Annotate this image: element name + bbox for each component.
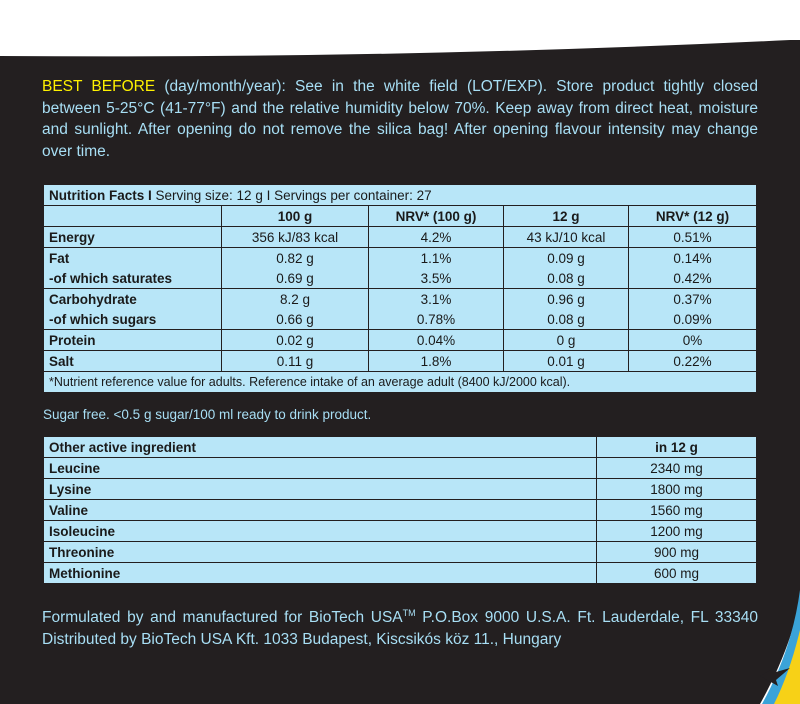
cell-value: 0 g: [504, 330, 629, 351]
active-header-label: Other active ingredient: [44, 437, 597, 458]
ingredient-name: Leucine: [44, 458, 597, 479]
cell-value: 0.66 g: [222, 309, 369, 330]
active-ingredients-table: [43, 436, 757, 584]
cell-value: 43 kJ/10 kcal: [504, 227, 629, 248]
cell-value: 356 kJ/83 kcal: [222, 227, 369, 248]
ingredient-amount: 1560 mg: [597, 500, 757, 521]
ingredient-name: Threonine: [44, 542, 597, 563]
nutrition-caption-row: [44, 185, 757, 206]
table-row: [44, 268, 757, 289]
nutrition-header-row: [44, 206, 757, 227]
ingredient-amount: 600 mg: [597, 563, 757, 584]
cell-value: 0.08 g: [504, 268, 629, 289]
cell-value: 0.96 g: [504, 289, 629, 310]
table-row: [44, 563, 757, 584]
row-label: Salt: [44, 351, 222, 372]
row-label: Energy: [44, 227, 222, 248]
footnote-row: [44, 372, 757, 393]
cell-value: 0%: [629, 330, 757, 351]
sugar-free-note: Sugar free. <0.5 g sugar/100 ml ready to drink product.: [43, 407, 372, 422]
ingredient-name: Methionine: [44, 563, 597, 584]
table-row: [44, 227, 757, 248]
row-label: Protein: [44, 330, 222, 351]
table-row: [44, 479, 757, 500]
cell-value: 0.01 g: [504, 351, 629, 372]
ingredient-amount: 1200 mg: [597, 521, 757, 542]
active-header-value: in 12 g: [597, 437, 757, 458]
cell-value: 3.1%: [369, 289, 504, 310]
cell-value: 1.1%: [369, 248, 504, 269]
cell-value: 0.11 g: [222, 351, 369, 372]
ingredient-amount: 2340 mg: [597, 458, 757, 479]
manufacturer-text: Formulated by and manufactured for BioTech USA: [42, 609, 403, 627]
table-row: [44, 248, 757, 269]
serving-info: Serving size: 12 g I Servings per container: 27: [151, 187, 432, 203]
header-blank: [44, 206, 222, 227]
nutrition-facts-table: [43, 184, 757, 393]
manufacturer-info: [42, 603, 758, 650]
header-nrv-12g: NRV* (12 g): [629, 206, 757, 227]
header-100g: 100 g: [222, 206, 369, 227]
table-row: [44, 521, 757, 542]
cell-value: 0.22%: [629, 351, 757, 372]
table-row: [44, 289, 757, 310]
cell-value: 0.51%: [629, 227, 757, 248]
storage-text: (day/month/year): See in the white field (LOT/EXP). Store product tightly closed between 5-25°C (41-77°F) and the relative humidity below 70%. Keep away from direct heat, moisture and sunlight. After opening do not remove the silica bag! After opening flavour intensity may change over time.: [42, 78, 758, 160]
ingredient-amount: 900 mg: [597, 542, 757, 563]
trademark-symbol: TM: [402, 608, 416, 618]
cell-value: 0.78%: [369, 309, 504, 330]
ingredient-name: Isoleucine: [44, 521, 597, 542]
best-before-label: BEST BEFORE: [42, 78, 156, 95]
row-label: Fat: [44, 248, 222, 269]
active-header-row: [44, 437, 757, 458]
row-label: -of which saturates: [44, 268, 222, 289]
cell-value: 0.14%: [629, 248, 757, 269]
table-row: [44, 458, 757, 479]
cell-value: 0.09 g: [504, 248, 629, 269]
distributor-text: P.O.Box 9000 U.S.A. Ft. Lauderdale, FL 33340 Distributed by BioTech USA Kft. 1033 Budapest, Kiscsikós köz 11., Hungary: [42, 609, 758, 648]
cell-value: 0.08 g: [504, 309, 629, 330]
cell-value: 8.2 g: [222, 289, 369, 310]
table-row: [44, 500, 757, 521]
cell-value: 1.8%: [369, 351, 504, 372]
ingredient-name: Lysine: [44, 479, 597, 500]
row-label: -of which sugars: [44, 309, 222, 330]
nutrition-facts-title: Nutrition Facts I: [49, 187, 152, 203]
row-label: Carbohydrate: [44, 289, 222, 310]
cell-value: 0.69 g: [222, 268, 369, 289]
cell-value: 0.37%: [629, 289, 757, 310]
nrv-footnote: *Nutrient reference value for adults. Reference intake of an average adult (8400 kJ/2000 kcal).: [44, 372, 757, 393]
table-row: [44, 351, 757, 372]
cell-value: 0.82 g: [222, 248, 369, 269]
header-nrv-100g: NRV* (100 g): [369, 206, 504, 227]
table-row: [44, 330, 757, 351]
cell-value: 0.09%: [629, 309, 757, 330]
cell-value: 0.02 g: [222, 330, 369, 351]
cell-value: 4.2%: [369, 227, 504, 248]
ingredient-amount: 1800 mg: [597, 479, 757, 500]
header-12g: 12 g: [504, 206, 629, 227]
cell-value: 0.42%: [629, 268, 757, 289]
storage-instructions: [42, 76, 758, 162]
cell-value: 0.04%: [369, 330, 504, 351]
table-row: [44, 309, 757, 330]
ingredient-name: Valine: [44, 500, 597, 521]
table-row: [44, 542, 757, 563]
cell-value: 3.5%: [369, 268, 504, 289]
